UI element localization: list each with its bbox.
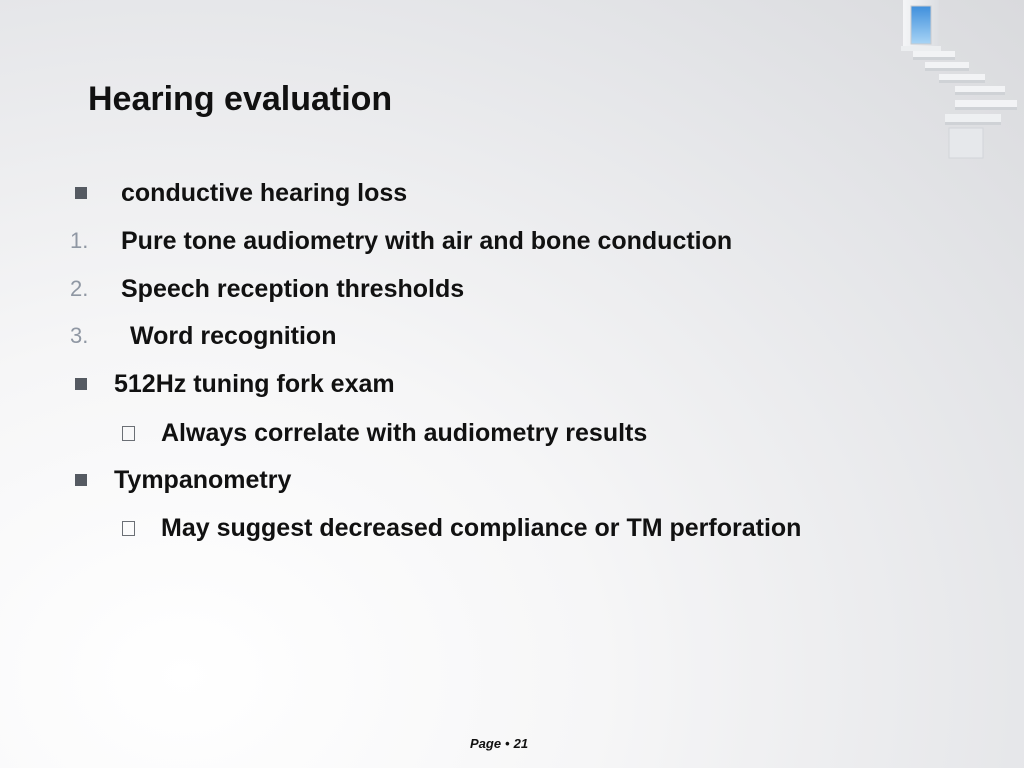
staircase-door-image: [895, 0, 1024, 160]
list-item-text: conductive hearing loss: [121, 179, 408, 207]
box-bullet-icon: [122, 426, 135, 441]
list-item-text: Speech reception thresholds: [121, 275, 465, 303]
list-item-text: Word recognition: [130, 322, 337, 350]
list-item-text: 512Hz tuning fork exam: [114, 370, 395, 398]
list-item-text: Tympanometry: [114, 466, 292, 494]
list-number: 2.: [70, 276, 89, 301]
list-item-text: Always correlate with audiometry results: [161, 419, 648, 447]
square-bullet-icon: [75, 187, 87, 199]
list-item-text: Pure tone audiometry with air and bone conduction: [121, 227, 733, 255]
list-number: 1.: [70, 228, 89, 253]
page-separator: •: [505, 736, 510, 751]
box-bullet-icon: [122, 521, 135, 536]
page-number: 21: [513, 736, 529, 751]
list-item-text: May suggest decreased compliance or TM perforation: [161, 514, 802, 542]
list-number: 3.: [70, 323, 89, 348]
page-footer: [470, 736, 528, 751]
page-label: Page: [470, 736, 502, 751]
square-bullet-icon: [75, 474, 87, 486]
square-bullet-icon: [75, 378, 87, 390]
slide-title: Hearing evaluation: [88, 80, 393, 118]
